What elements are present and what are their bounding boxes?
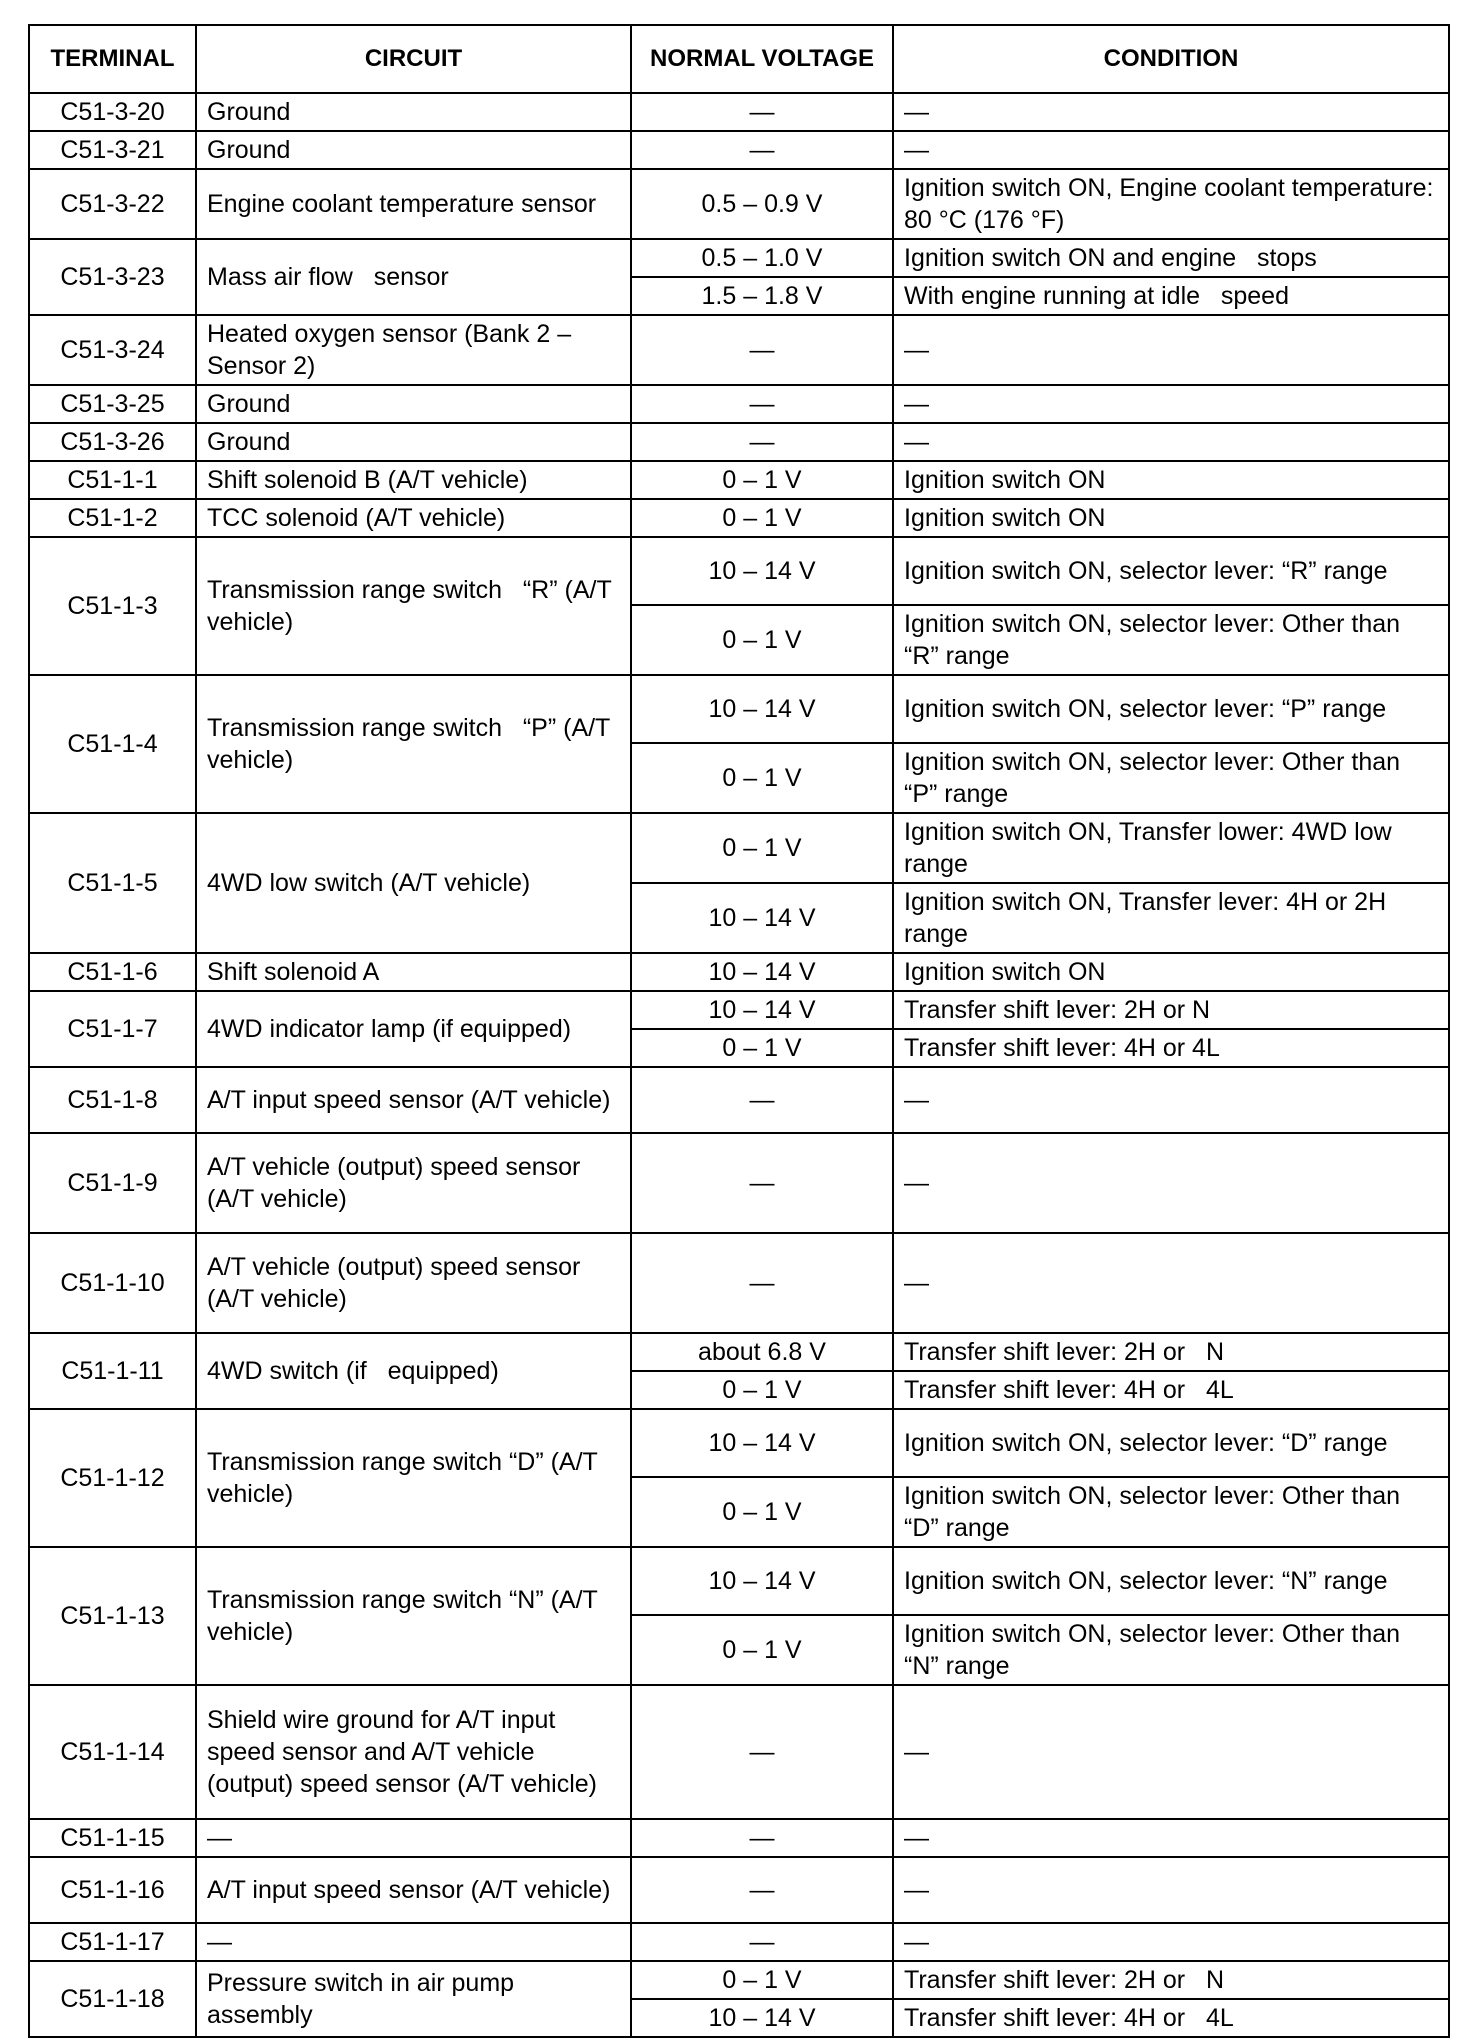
normal-voltage-cell: 0.5 – 1.0 V — [631, 239, 893, 277]
condition-cell: Transfer shift lever: 2H or N — [893, 1333, 1449, 1371]
table-row — [29, 315, 1449, 385]
normal-voltage-cell: about 6.8 V — [631, 1333, 893, 1371]
normal-voltage-cell: 0 – 1 V — [631, 813, 893, 883]
header-condition: CONDITION — [893, 25, 1449, 93]
table-row — [29, 1067, 1449, 1133]
terminal-cell: C51-1-2 — [29, 499, 196, 537]
normal-voltage-cell: — — [631, 1923, 893, 1961]
circuit-cell: Shift solenoid B (A/T vehicle) — [196, 461, 631, 499]
circuit-cell: A/T vehicle (output) speed sensor (A/T vehicle) — [196, 1233, 631, 1333]
circuit-cell: Shift solenoid A — [196, 953, 631, 991]
condition-cell: Ignition switch ON, selector lever: Other than “D” range — [893, 1477, 1449, 1547]
terminal-voltage-table — [28, 24, 1450, 2038]
table-row — [29, 385, 1449, 423]
normal-voltage-cell: — — [631, 1857, 893, 1923]
terminal-cell: C51-1-11 — [29, 1333, 196, 1409]
normal-voltage-cell: 10 – 14 V — [631, 1999, 893, 2037]
condition-cell: Ignition switch ON, selector lever: Other than “N” range — [893, 1615, 1449, 1685]
circuit-cell: — — [196, 1923, 631, 1961]
circuit-cell: A/T input speed sensor (A/T vehicle) — [196, 1857, 631, 1923]
condition-cell: — — [893, 131, 1449, 169]
normal-voltage-cell: 0 – 1 V — [631, 743, 893, 813]
condition-cell: — — [893, 423, 1449, 461]
condition-cell: Ignition switch ON — [893, 461, 1449, 499]
condition-cell: — — [893, 1685, 1449, 1819]
normal-voltage-cell: — — [631, 1685, 893, 1819]
condition-cell: Ignition switch ON and engine stops — [893, 239, 1449, 277]
circuit-cell: Transmission range switch “N” (A/T vehicle) — [196, 1547, 631, 1685]
condition-cell: Ignition switch ON, Transfer lever: 4H or 2H range — [893, 883, 1449, 953]
table-row — [29, 1961, 1449, 1999]
header-row — [29, 25, 1449, 93]
normal-voltage-cell: 0 – 1 V — [631, 605, 893, 675]
terminal-cell: C51-3-24 — [29, 315, 196, 385]
header-circuit: CIRCUIT — [196, 25, 631, 93]
condition-cell: — — [893, 385, 1449, 423]
condition-cell: — — [893, 1067, 1449, 1133]
circuit-cell: Transmission range switch “P” (A/T vehicle) — [196, 675, 631, 813]
normal-voltage-cell: 0 – 1 V — [631, 1029, 893, 1067]
normal-voltage-cell: — — [631, 385, 893, 423]
condition-cell: Ignition switch ON — [893, 499, 1449, 537]
table-row — [29, 169, 1449, 239]
condition-cell: — — [893, 1819, 1449, 1857]
terminal-cell: C51-3-23 — [29, 239, 196, 315]
condition-cell: Ignition switch ON, Engine coolant temperature: 80 °C (176 °F) — [893, 169, 1449, 239]
terminal-cell: C51-1-14 — [29, 1685, 196, 1819]
circuit-cell: Ground — [196, 131, 631, 169]
circuit-cell: A/T vehicle (output) speed sensor (A/T vehicle) — [196, 1133, 631, 1233]
normal-voltage-cell: 10 – 14 V — [631, 991, 893, 1029]
table-row — [29, 953, 1449, 991]
normal-voltage-cell: 0 – 1 V — [631, 499, 893, 537]
terminal-cell: C51-1-12 — [29, 1409, 196, 1547]
condition-cell: Transfer shift lever: 2H or N — [893, 1961, 1449, 1999]
condition-cell: Transfer shift lever: 4H or 4L — [893, 1999, 1449, 2037]
terminal-cell: C51-1-8 — [29, 1067, 196, 1133]
circuit-cell: — — [196, 1819, 631, 1857]
table-row — [29, 499, 1449, 537]
terminal-cell: C51-1-4 — [29, 675, 196, 813]
normal-voltage-cell: — — [631, 1233, 893, 1333]
normal-voltage-cell: 0 – 1 V — [631, 461, 893, 499]
circuit-cell: 4WD indicator lamp (if equipped) — [196, 991, 631, 1067]
circuit-cell: Ground — [196, 385, 631, 423]
circuit-cell: Engine coolant temperature sensor — [196, 169, 631, 239]
table-row — [29, 813, 1449, 883]
normal-voltage-cell: 10 – 14 V — [631, 953, 893, 991]
condition-cell: Ignition switch ON, selector lever: “P” range — [893, 675, 1449, 743]
normal-voltage-cell: — — [631, 1067, 893, 1133]
normal-voltage-cell: 10 – 14 V — [631, 1547, 893, 1615]
condition-cell: Transfer shift lever: 4H or 4L — [893, 1029, 1449, 1067]
condition-cell: — — [893, 1857, 1449, 1923]
terminal-cell: C51-1-15 — [29, 1819, 196, 1857]
terminal-cell: C51-1-6 — [29, 953, 196, 991]
terminal-cell: C51-3-22 — [29, 169, 196, 239]
table-row — [29, 1547, 1449, 1615]
circuit-cell: 4WD low switch (A/T vehicle) — [196, 813, 631, 953]
normal-voltage-cell: — — [631, 1133, 893, 1233]
table-row — [29, 1923, 1449, 1961]
terminal-cell: C51-1-3 — [29, 537, 196, 675]
table-body — [29, 93, 1449, 2037]
terminal-cell: C51-1-18 — [29, 1961, 196, 2037]
normal-voltage-cell: 1.5 – 1.8 V — [631, 277, 893, 315]
condition-cell: Ignition switch ON, selector lever: Other than “R” range — [893, 605, 1449, 675]
normal-voltage-cell: 0 – 1 V — [631, 1961, 893, 1999]
circuit-cell: A/T input speed sensor (A/T vehicle) — [196, 1067, 631, 1133]
circuit-cell: 4WD switch (if equipped) — [196, 1333, 631, 1409]
normal-voltage-cell: 10 – 14 V — [631, 883, 893, 953]
terminal-cell: C51-1-9 — [29, 1133, 196, 1233]
terminal-cell: C51-1-17 — [29, 1923, 196, 1961]
circuit-cell: TCC solenoid (A/T vehicle) — [196, 499, 631, 537]
table-row — [29, 991, 1449, 1029]
table-row — [29, 93, 1449, 131]
circuit-cell: Ground — [196, 93, 631, 131]
terminal-cell: C51-1-7 — [29, 991, 196, 1067]
circuit-cell: Mass air flow sensor — [196, 239, 631, 315]
table-row — [29, 1133, 1449, 1233]
terminal-cell: C51-1-13 — [29, 1547, 196, 1685]
condition-cell: With engine running at idle speed — [893, 277, 1449, 315]
table-row — [29, 1819, 1449, 1857]
condition-cell: Ignition switch ON, selector lever: “R” range — [893, 537, 1449, 605]
normal-voltage-cell: 0.5 – 0.9 V — [631, 169, 893, 239]
normal-voltage-cell: — — [631, 1819, 893, 1857]
condition-cell: — — [893, 1233, 1449, 1333]
table-row — [29, 675, 1449, 743]
condition-cell: Ignition switch ON, selector lever: “D” range — [893, 1409, 1449, 1477]
table-row — [29, 1333, 1449, 1371]
terminal-cell: C51-3-21 — [29, 131, 196, 169]
circuit-cell: Shield wire ground for A/T input speed sensor and A/T vehicle (output) speed sensor (A/T vehicle) — [196, 1685, 631, 1819]
normal-voltage-cell: 10 – 14 V — [631, 537, 893, 605]
header-terminal: TERMINAL — [29, 25, 196, 93]
table-row — [29, 1857, 1449, 1923]
table-row — [29, 537, 1449, 605]
condition-cell: — — [893, 315, 1449, 385]
condition-cell: Transfer shift lever: 2H or N — [893, 991, 1449, 1029]
condition-cell: Transfer shift lever: 4H or 4L — [893, 1371, 1449, 1409]
normal-voltage-cell: 10 – 14 V — [631, 675, 893, 743]
condition-cell: — — [893, 1923, 1449, 1961]
normal-voltage-cell: 0 – 1 V — [631, 1615, 893, 1685]
circuit-cell: Ground — [196, 423, 631, 461]
condition-cell: Ignition switch ON, selector lever: Other than “P” range — [893, 743, 1449, 813]
condition-cell: — — [893, 1133, 1449, 1233]
terminal-cell: C51-3-20 — [29, 93, 196, 131]
table-row — [29, 1685, 1449, 1819]
terminal-cell: C51-1-5 — [29, 813, 196, 953]
table-row — [29, 461, 1449, 499]
condition-cell: Ignition switch ON, Transfer lower: 4WD low range — [893, 813, 1449, 883]
terminal-cell: C51-1-1 — [29, 461, 196, 499]
condition-cell: Ignition switch ON — [893, 953, 1449, 991]
circuit-cell: Transmission range switch “D” (A/T vehicle) — [196, 1409, 631, 1547]
normal-voltage-cell: 0 – 1 V — [631, 1371, 893, 1409]
table-row — [29, 423, 1449, 461]
circuit-cell: Transmission range switch “R” (A/T vehicle) — [196, 537, 631, 675]
normal-voltage-cell: — — [631, 315, 893, 385]
header-normal-voltage: NORMAL VOLTAGE — [631, 25, 893, 93]
terminal-voltage-sheet — [28, 24, 1448, 2038]
normal-voltage-cell: 0 – 1 V — [631, 1477, 893, 1547]
normal-voltage-cell: — — [631, 93, 893, 131]
terminal-cell: C51-3-25 — [29, 385, 196, 423]
condition-cell: Ignition switch ON, selector lever: “N” range — [893, 1547, 1449, 1615]
table-row — [29, 131, 1449, 169]
normal-voltage-cell: — — [631, 131, 893, 169]
table-row — [29, 1233, 1449, 1333]
terminal-cell: C51-1-10 — [29, 1233, 196, 1333]
condition-cell: — — [893, 93, 1449, 131]
table-row — [29, 1409, 1449, 1477]
terminal-cell: C51-1-16 — [29, 1857, 196, 1923]
normal-voltage-cell: 10 – 14 V — [631, 1409, 893, 1477]
circuit-cell: Pressure switch in air pump assembly — [196, 1961, 631, 2037]
normal-voltage-cell: — — [631, 423, 893, 461]
terminal-cell: C51-3-26 — [29, 423, 196, 461]
circuit-cell: Heated oxygen sensor (Bank 2 – Sensor 2) — [196, 315, 631, 385]
table-row — [29, 239, 1449, 277]
